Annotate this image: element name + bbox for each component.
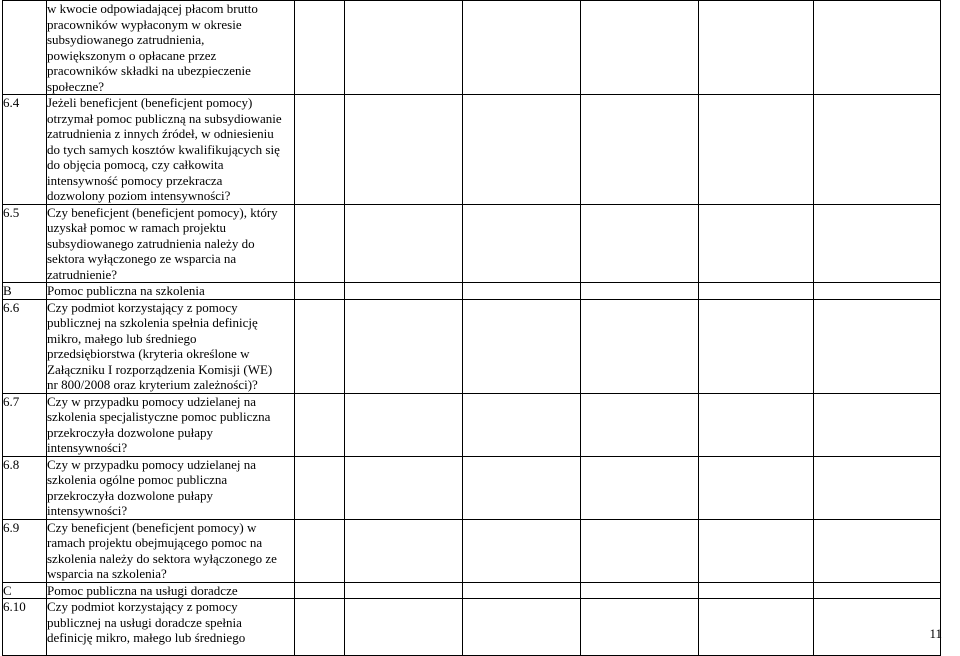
question-line: Czy w przypadku pomocy udzielanej na bbox=[47, 456, 257, 472]
question-line: dozwolony poziom intensywności? bbox=[47, 188, 231, 203]
answer-cell bbox=[814, 299, 941, 393]
answer-cell bbox=[699, 599, 814, 656]
question-line: ramach projektu obejmującego pomoc na bbox=[47, 535, 263, 550]
question-line: Jeżeli beneficjent (beneficjent pomocy) bbox=[47, 95, 253, 110]
table-row bbox=[3, 299, 941, 393]
answer-cell bbox=[699, 204, 814, 283]
question-line: przekroczyła dozwolone pułapy bbox=[47, 487, 214, 503]
question-line: Czy podmiot korzystający z pomocy bbox=[47, 599, 238, 614]
answer-cell bbox=[463, 283, 581, 300]
item-number: 6.10 bbox=[3, 599, 47, 656]
question-line: do tych samych kosztów kwalifikujących się bbox=[47, 141, 280, 157]
question-line: pracowników składki na ubezpieczenie bbox=[47, 63, 251, 78]
answer-cell bbox=[295, 519, 345, 582]
answer-cell bbox=[814, 1, 941, 95]
answer-cell bbox=[814, 599, 941, 656]
question-line: powiększonym o opłacane przez bbox=[47, 47, 217, 63]
answer-cell bbox=[295, 599, 345, 656]
question-line: intensywność pomocy przekracza bbox=[47, 172, 223, 188]
page-number: 11 bbox=[929, 626, 942, 641]
answer-cell bbox=[581, 519, 699, 582]
question-line: publicznej na usługi doradcze spełnia bbox=[47, 614, 242, 630]
question-text bbox=[47, 1, 295, 95]
item-number: 6.7 bbox=[3, 393, 47, 456]
answer-cell bbox=[295, 283, 345, 300]
answer-cell bbox=[699, 299, 814, 393]
question-line: zatrudnienia z innych źródeł, w odniesieniu bbox=[47, 126, 274, 141]
answer-cell bbox=[463, 95, 581, 205]
answer-cell bbox=[345, 519, 463, 582]
table-row bbox=[3, 204, 941, 283]
question-line: Czy w przypadku pomocy udzielanej na bbox=[47, 393, 257, 409]
answer-cell bbox=[699, 95, 814, 205]
question-line: Czy beneficjent (beneficjent pomocy) w bbox=[47, 519, 257, 535]
question-line: Załączniku I rozporządzenia Komisji (WE) bbox=[47, 361, 273, 377]
answer-cell bbox=[295, 299, 345, 393]
answer-cell bbox=[581, 393, 699, 456]
question-line: społeczne? bbox=[47, 78, 105, 94]
table-row bbox=[3, 456, 941, 519]
answer-cell bbox=[581, 582, 699, 599]
table-row bbox=[3, 283, 941, 300]
item-number: 6.5 bbox=[3, 204, 47, 283]
question-line: publicznej na szkolenia spełnia definicję bbox=[47, 315, 258, 330]
answer-cell bbox=[463, 1, 581, 95]
answer-cell bbox=[295, 1, 345, 95]
answer-cell bbox=[699, 582, 814, 599]
item-number: 6.8 bbox=[3, 456, 47, 519]
table-row bbox=[3, 95, 941, 205]
question-line: szkolenia specjalistyczne pomoc publiczna bbox=[47, 409, 271, 424]
answer-cell bbox=[463, 204, 581, 283]
item-number bbox=[3, 1, 47, 95]
question-text bbox=[47, 519, 295, 582]
answer-cell bbox=[463, 456, 581, 519]
question-line: Czy podmiot korzystający z pomocy bbox=[47, 299, 238, 315]
answer-cell bbox=[699, 456, 814, 519]
answer-cell bbox=[295, 582, 345, 599]
question-line: intensywności? bbox=[47, 440, 128, 455]
question-line: uzyskał pomoc w ramach projektu bbox=[47, 220, 227, 235]
question-line: nr 800/2008 oraz kryterium zależności)? bbox=[47, 377, 258, 392]
question-text bbox=[47, 599, 295, 656]
answer-cell bbox=[295, 393, 345, 456]
answer-cell bbox=[463, 299, 581, 393]
answer-cell bbox=[814, 283, 941, 300]
answer-cell bbox=[345, 299, 463, 393]
answer-cell bbox=[581, 299, 699, 393]
question-line: szkolenia ogólne pomoc publiczna bbox=[47, 472, 228, 487]
question-line: do objęcia pomocą, czy całkowita bbox=[47, 157, 224, 172]
question-line: zatrudnienie? bbox=[47, 266, 118, 282]
answer-cell bbox=[581, 456, 699, 519]
question-line: subsydiowanego zatrudnienia należy do bbox=[47, 235, 255, 251]
question-line: definicję mikro, małego lub średniego bbox=[47, 630, 246, 645]
table-row bbox=[3, 582, 941, 599]
answer-cell bbox=[699, 519, 814, 582]
answer-cell bbox=[345, 582, 463, 599]
answer-cell bbox=[295, 204, 345, 283]
answer-cell bbox=[814, 582, 941, 599]
answer-cell bbox=[463, 582, 581, 599]
table-row bbox=[3, 599, 941, 656]
question-line: Pomoc publiczna na usługi doradcze bbox=[47, 582, 238, 598]
answer-cell bbox=[295, 456, 345, 519]
answer-cell bbox=[345, 599, 463, 656]
question-text bbox=[47, 456, 295, 519]
question-line: Pomoc publiczna na szkolenia bbox=[47, 283, 205, 298]
answer-cell bbox=[463, 599, 581, 656]
question-line: szkolenia należy do sektora wyłączonego ze bbox=[47, 550, 277, 566]
checklist-table bbox=[2, 0, 941, 656]
question-text bbox=[47, 393, 295, 456]
answer-cell bbox=[814, 204, 941, 283]
answer-cell bbox=[581, 204, 699, 283]
answer-cell bbox=[345, 95, 463, 205]
table-row bbox=[3, 1, 941, 95]
answer-cell bbox=[345, 1, 463, 95]
answer-cell bbox=[345, 393, 463, 456]
question-line: Czy beneficjent (beneficjent pomocy), który bbox=[47, 204, 278, 220]
answer-cell bbox=[581, 283, 699, 300]
question-text bbox=[47, 204, 295, 283]
question-line: intensywności? bbox=[47, 503, 128, 518]
answer-cell bbox=[699, 283, 814, 300]
question-line: otrzymał pomoc publiczną na subsydiowanie bbox=[47, 110, 282, 126]
question-text bbox=[47, 582, 295, 599]
answer-cell bbox=[814, 393, 941, 456]
table-row bbox=[3, 519, 941, 582]
answer-cell bbox=[345, 283, 463, 300]
answer-cell bbox=[345, 456, 463, 519]
answer-cell bbox=[295, 95, 345, 205]
item-number: B bbox=[3, 283, 47, 300]
answer-cell bbox=[699, 393, 814, 456]
question-line: wsparcia na szkolenia? bbox=[47, 566, 167, 581]
answer-cell bbox=[463, 393, 581, 456]
question-text bbox=[47, 299, 295, 393]
question-line: w kwocie odpowiadającej płacom brutto bbox=[47, 1, 258, 16]
table-row bbox=[3, 393, 941, 456]
question-text bbox=[47, 95, 295, 205]
answer-cell bbox=[581, 599, 699, 656]
question-text bbox=[47, 283, 295, 300]
answer-cell bbox=[699, 1, 814, 95]
item-number: 6.9 bbox=[3, 519, 47, 582]
answer-cell bbox=[345, 204, 463, 283]
question-line: przekroczyła dozwolone pułapy bbox=[47, 424, 214, 440]
item-number: 6.6 bbox=[3, 299, 47, 393]
answer-cell bbox=[814, 95, 941, 205]
question-line: sektora wyłączonego ze wsparcia na bbox=[47, 251, 237, 266]
answer-cell bbox=[814, 456, 941, 519]
answer-cell bbox=[581, 95, 699, 205]
item-number: 6.4 bbox=[3, 95, 47, 205]
answer-cell bbox=[581, 1, 699, 95]
question-line: subsydiowanego zatrudnienia, bbox=[47, 32, 205, 47]
question-line: mikro, małego lub średniego bbox=[47, 330, 197, 346]
answer-cell bbox=[463, 519, 581, 582]
question-line: pracowników wypłaconym w okresie bbox=[47, 16, 242, 32]
item-number: C bbox=[3, 582, 47, 599]
answer-cell bbox=[814, 519, 941, 582]
question-line: przedsiębiorstwa (kryteria określone w bbox=[47, 346, 250, 361]
